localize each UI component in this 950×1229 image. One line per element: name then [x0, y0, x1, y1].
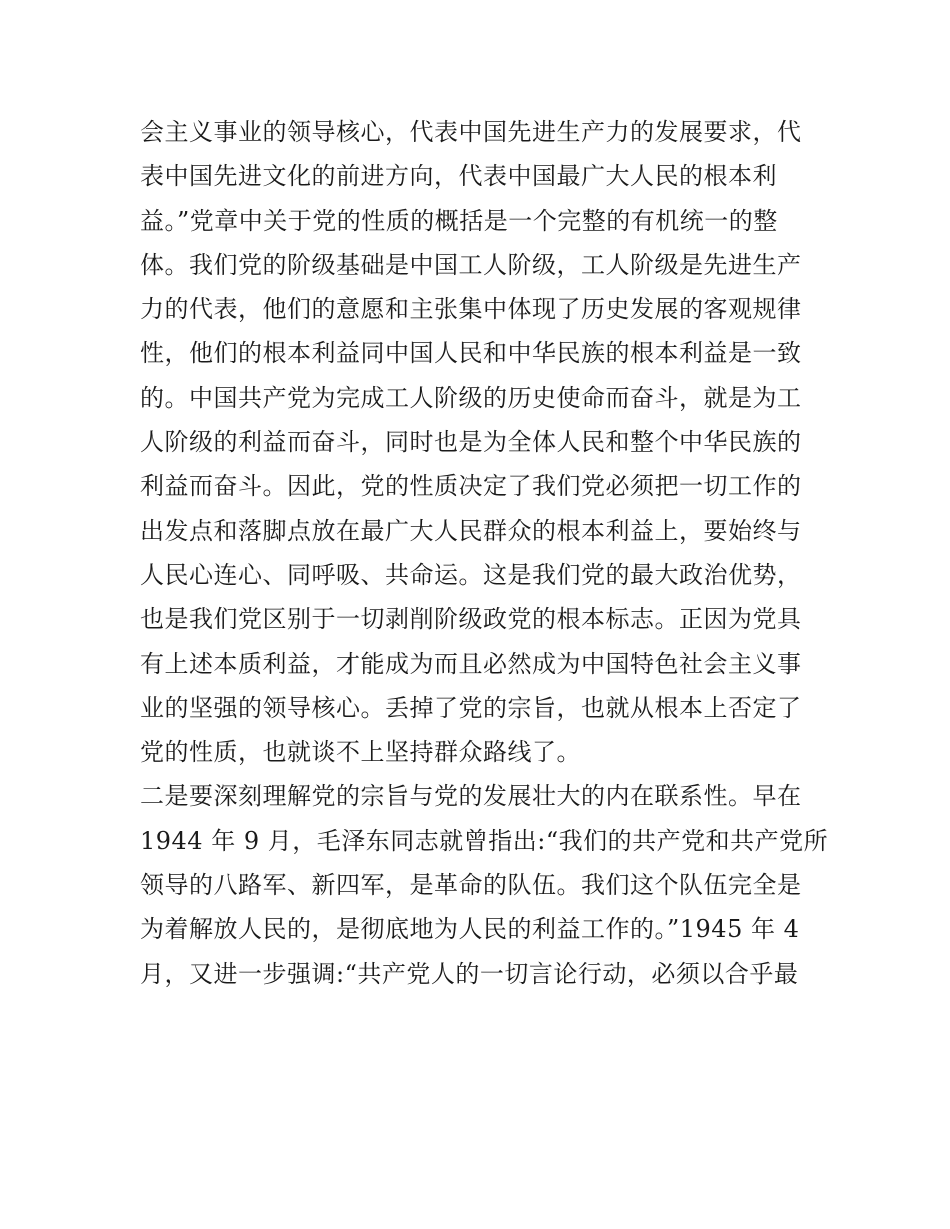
text-line: 1944 年 9 月，毛泽东同志就曾指出:“我们的共产党和共产党所 [140, 826, 829, 855]
body-text [140, 110, 829, 996]
text-line: 会主义事业的领导核心，代表中国先进生产力的发展要求，代 [140, 118, 802, 146]
text-line: 利益而奋斗。因此，党的性质决定了我们党必须把一切工作的 [140, 472, 802, 501]
text-line: 出发点和落脚点放在最广大人民群众的根本利益上，要始终与 [140, 516, 802, 545]
text-line: 二是要深刻理解党的宗旨与党的发展壮大的内在联系性。早在 [140, 782, 802, 811]
text-line: 力的代表，他们的意愿和主张集中体现了历史发展的客观规律 [140, 295, 802, 324]
text-line: 人民心连心、同呼吸、共命运。这是我们党的最大政治优势， [140, 560, 802, 589]
text-line: 表中国先进文化的前进方向，代表中国最广大人民的根本利 [140, 162, 777, 191]
text-line: 也是我们党区别于一切剥削阶级政党的根本标志。正因为党具 [140, 605, 802, 634]
text-line: 益。”党章中关于党的性质的概括是一个完整的有机统一的整 [140, 206, 778, 235]
text-line: 有上述本质利益，才能成为而且必然成为中国特色社会主义事 [140, 649, 802, 678]
text-line: 业的坚强的领导核心。丢掉了党的宗旨，也就从根本上否定了 [140, 693, 802, 722]
text-line: 为着解放人民的，是彻底地为人民的利益工作的。”1945 年 4 [140, 915, 800, 944]
text-line: 人阶级的利益而奋斗，同时也是为全体人民和整个中华民族的 [140, 428, 802, 457]
text-line: 的。中国共产党为完成工人阶级的历史使命而奋斗，就是为工 [140, 383, 802, 412]
text-line: 月，又进一步强调:“共产党人的一切言论行动，必须以合乎最 [140, 959, 799, 988]
text-line: 体。我们党的阶级基础是中国工人阶级，工人阶级是先进生产 [140, 250, 802, 279]
text-line: 党的性质，也就谈不上坚持群众路线了。 [140, 738, 581, 767]
text-line: 性，他们的根本利益同中国人民和中华民族的根本利益是一致 [140, 339, 802, 368]
text-line: 领导的八路军、新四军，是革命的队伍。我们这个队伍完全是 [140, 871, 802, 900]
